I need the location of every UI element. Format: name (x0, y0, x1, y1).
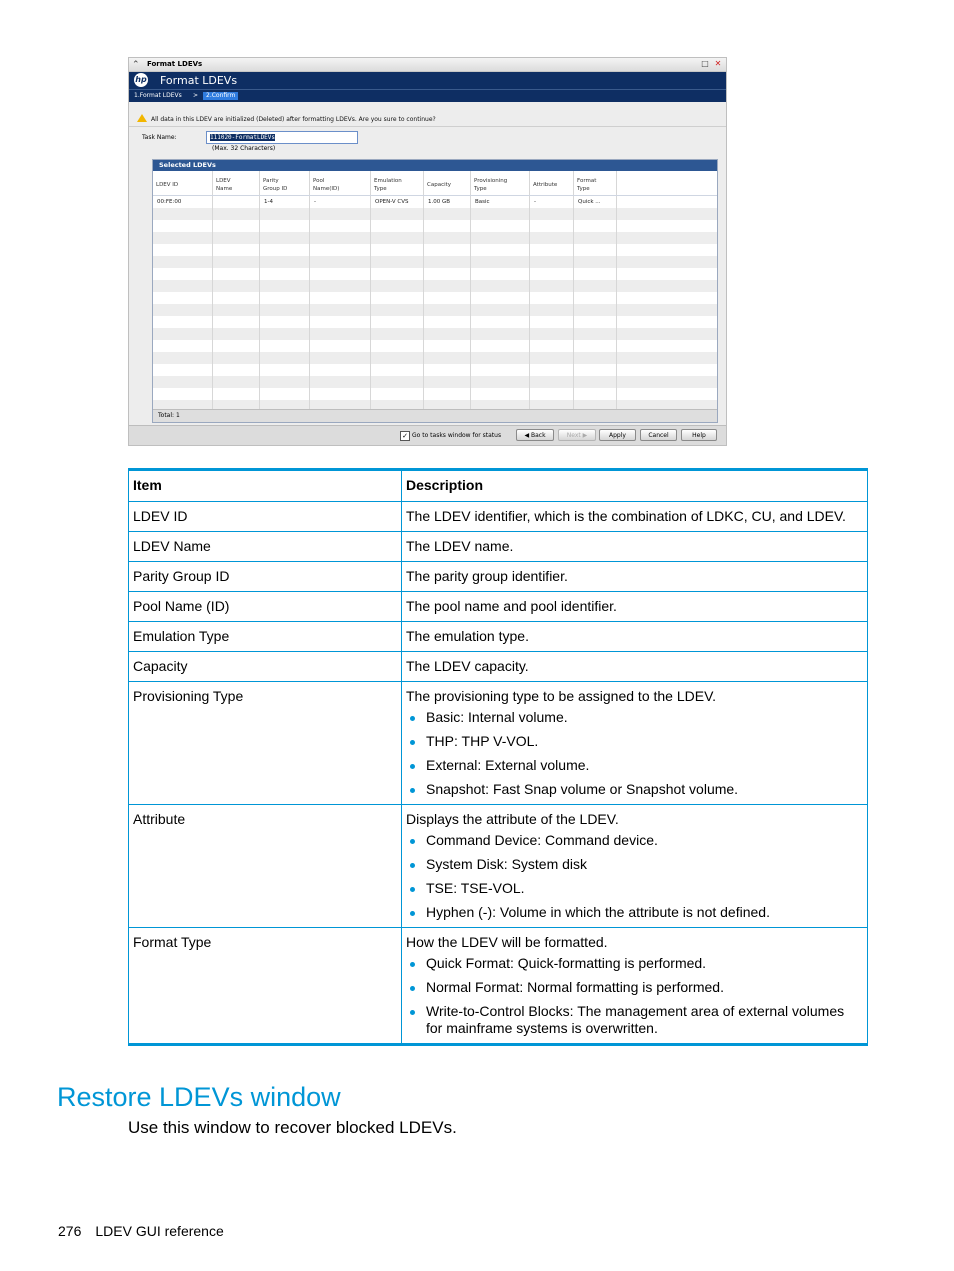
grid-cell (574, 268, 617, 280)
grid-cell (153, 256, 213, 268)
grid-cell (574, 280, 617, 292)
grid-cell (424, 352, 471, 364)
grid-cell (310, 316, 371, 328)
empty-row (153, 268, 717, 280)
grid-cell (424, 244, 471, 256)
grid-cell (260, 304, 310, 316)
column-header[interactable] (471, 171, 530, 195)
grid-cell (471, 292, 530, 304)
grid-cell (574, 244, 617, 256)
grid-cell (471, 328, 530, 340)
grid-cell (371, 208, 424, 220)
column-header-label: Attribute (533, 181, 558, 188)
column-header-label: Emulation Type (374, 177, 402, 192)
grid-cell (471, 304, 530, 316)
empty-row (153, 244, 717, 256)
grid-cell (213, 256, 260, 268)
grid-cell (424, 292, 471, 304)
empty-row (153, 280, 717, 292)
grid-cell (153, 292, 213, 304)
grid-cell (260, 268, 310, 280)
grid-cell (424, 232, 471, 244)
grid-cell (310, 328, 371, 340)
grid-cell (153, 232, 213, 244)
grid-cell (371, 364, 424, 376)
grid-cell (213, 196, 260, 208)
grid-cell (371, 340, 424, 352)
empty-row (153, 340, 717, 352)
grid-cell (530, 232, 574, 244)
description-text: The LDEV capacity. (406, 658, 529, 674)
grid-cell (471, 220, 530, 232)
grid-cell (471, 352, 530, 364)
list-item: Quick Format: Quick-formatting is performed. (406, 955, 863, 972)
list-item: Snapshot: Fast Snap volume or Snapshot volume. (406, 781, 863, 798)
warning-text: All data in this LDEV are initialized (Deleted) after formatting LDEVs. Are you sure to continue? (151, 116, 436, 123)
grid-cell (310, 232, 371, 244)
grid-cell (310, 208, 371, 220)
grid-cell (260, 220, 310, 232)
table-row (129, 652, 868, 682)
empty-row (153, 388, 717, 400)
grid-cell (471, 244, 530, 256)
grid-cell (471, 340, 530, 352)
item-cell: Pool Name (ID) (129, 592, 402, 622)
grid-cell (424, 316, 471, 328)
grid-cell (213, 268, 260, 280)
table-row (129, 592, 868, 622)
grid-cell (310, 256, 371, 268)
grid-cell (153, 316, 213, 328)
grid-cell (574, 388, 617, 400)
grid-cell (574, 292, 617, 304)
table-row (129, 682, 868, 805)
table-row (129, 805, 868, 928)
grid-cell (424, 376, 471, 388)
grid-cell (574, 304, 617, 316)
grid-cell (371, 328, 424, 340)
item-cell: Attribute (129, 805, 402, 928)
column-header-label: Capacity (427, 181, 452, 188)
description-header: Description (402, 470, 868, 502)
item-cell: Parity Group ID (129, 562, 402, 592)
grid-cell (153, 208, 213, 220)
hp-logo-icon: hp (134, 73, 148, 87)
collapse-icon[interactable]: ⌃ (132, 60, 140, 70)
warning-message (137, 114, 436, 125)
grid-cell (153, 376, 213, 388)
grid-cell (424, 328, 471, 340)
grid-cell: 1.00 GB (424, 196, 471, 208)
grid-cell (153, 280, 213, 292)
grid-cell (260, 208, 310, 220)
grid-cell (471, 280, 530, 292)
list-item: Hyphen (-): Volume in which the attribute is not defined. (406, 904, 863, 921)
section-title: Restore LDEVs window (57, 1082, 341, 1112)
grid-cell (424, 340, 471, 352)
item-cell: Provisioning Type (129, 682, 402, 805)
grid-cell (260, 256, 310, 268)
description-cell (402, 532, 868, 562)
step-format-ldevs[interactable]: 1.Format LDEVs (134, 92, 182, 99)
grid-cell (471, 268, 530, 280)
grid-cell (310, 340, 371, 352)
grid-cell (260, 388, 310, 400)
column-header[interactable] (424, 171, 471, 195)
description-text: The provisioning type to be assigned to the LDEV. (406, 688, 717, 704)
window-title: Format LDEVs (147, 60, 203, 68)
description-text: The emulation type. (406, 628, 529, 644)
grid-cell (213, 352, 260, 364)
description-text: The LDEV identifier, which is the combination of LDKC, CU, and LDEV. (406, 508, 846, 524)
grid-cell (213, 388, 260, 400)
window-banner (129, 72, 726, 89)
table-row (129, 622, 868, 652)
item-description-table (128, 468, 868, 1046)
warning-icon (137, 114, 147, 122)
grid-cell (574, 376, 617, 388)
divider (129, 126, 726, 127)
grid-cell (213, 208, 260, 220)
grid-total: Total: 1 (153, 409, 717, 422)
list-item: System Disk: System disk (406, 856, 863, 873)
grid-cell (574, 364, 617, 376)
column-header-label: Format Type (577, 177, 597, 192)
description-cell (402, 682, 868, 805)
grid-cell (213, 220, 260, 232)
grid-cell (371, 352, 424, 364)
grid-cell: 00:FE:00 (153, 196, 213, 208)
selected-ldevs-title: Selected LDEVs (153, 160, 717, 171)
grid-cell (310, 292, 371, 304)
page-number: 276 (58, 1223, 82, 1239)
grid-cell (530, 376, 574, 388)
grid-cell (424, 256, 471, 268)
list-item: Normal Format: Normal formatting is performed. (406, 979, 863, 996)
empty-row (153, 292, 717, 304)
bullet-list (406, 955, 863, 1037)
empty-row (153, 352, 717, 364)
grid-cell: - (530, 196, 574, 208)
table-body (129, 502, 868, 1045)
item-cell: Capacity (129, 652, 402, 682)
grid-cell (371, 304, 424, 316)
back-button[interactable]: ◀ Back (516, 429, 554, 441)
grid-cell (574, 208, 617, 220)
column-header[interactable] (530, 171, 574, 195)
grid-cell (153, 352, 213, 364)
description-text: The LDEV name. (406, 538, 514, 554)
description-cell (402, 502, 868, 532)
grid-cell (371, 268, 424, 280)
grid-cell (530, 352, 574, 364)
grid-cell (574, 316, 617, 328)
grid-cell (574, 328, 617, 340)
go-to-tasks-label: Go to tasks window for status (412, 432, 502, 439)
empty-row (153, 316, 717, 328)
column-header-label: LDEV ID (156, 181, 179, 188)
description-text: The parity group identifier. (406, 568, 568, 584)
bullet-list (406, 832, 863, 921)
grid-cell (153, 220, 213, 232)
grid-cell (310, 364, 371, 376)
table-row (129, 562, 868, 592)
item-cell: LDEV Name (129, 532, 402, 562)
grid-cell (471, 232, 530, 244)
grid-cell (213, 364, 260, 376)
grid-cell (213, 244, 260, 256)
column-header[interactable] (213, 171, 260, 195)
table-row (129, 502, 868, 532)
selected-ldevs-grid (153, 171, 717, 412)
grid-cell (310, 280, 371, 292)
grid-cell (424, 220, 471, 232)
grid-cell (310, 388, 371, 400)
table-row[interactable] (153, 196, 717, 208)
grid-cell (424, 304, 471, 316)
task-name-label: Task Name: (142, 134, 177, 141)
column-header-label: Pool Name(ID) (313, 177, 340, 192)
table-row (129, 928, 868, 1045)
grid-cell (530, 328, 574, 340)
section-body: Use this window to recover blocked LDEVs. (128, 1118, 457, 1137)
column-header[interactable] (153, 171, 213, 195)
grid-cell (530, 244, 574, 256)
description-cell (402, 652, 868, 682)
grid-cell (260, 376, 310, 388)
bullet-list (406, 709, 863, 798)
empty-row (153, 220, 717, 232)
grid-cell (471, 376, 530, 388)
grid-cell (310, 304, 371, 316)
grid-cell (310, 268, 371, 280)
step-separator: > (193, 92, 199, 99)
format-ldevs-window (128, 57, 727, 446)
empty-row (153, 364, 717, 376)
grid-cell (310, 244, 371, 256)
column-header-label: LDEV Name (216, 177, 233, 192)
grid-cell (530, 316, 574, 328)
maximize-icon[interactable]: □ (701, 59, 709, 68)
task-name-hint: (Max. 32 Characters) (212, 145, 276, 152)
chapter-title: LDEV GUI reference (95, 1223, 224, 1239)
grid-cell (424, 364, 471, 376)
empty-row (153, 232, 717, 244)
grid-cell (260, 340, 310, 352)
close-icon[interactable]: ✕ (714, 59, 722, 68)
empty-row (153, 328, 717, 340)
task-name-input[interactable] (206, 131, 358, 144)
banner-title: Format LDEVs (160, 74, 238, 87)
column-header[interactable] (260, 171, 310, 195)
list-item: THP: THP V-VOL. (406, 733, 863, 750)
grid-cell (213, 340, 260, 352)
window-titlebar (129, 58, 726, 72)
grid-cell (153, 340, 213, 352)
grid-cell (530, 304, 574, 316)
grid-cell (213, 280, 260, 292)
grid-cell (371, 316, 424, 328)
grid-cell (530, 268, 574, 280)
grid-cell (371, 280, 424, 292)
grid-cell (260, 244, 310, 256)
list-item: Command Device: Command device. (406, 832, 863, 849)
apply-button[interactable]: Apply (599, 429, 636, 441)
grid-cell (260, 292, 310, 304)
grid-cell (371, 244, 424, 256)
list-item: TSE: TSE-VOL. (406, 880, 863, 897)
grid-cell (153, 388, 213, 400)
grid-cell (530, 208, 574, 220)
grid-cell (310, 376, 371, 388)
grid-cell (310, 220, 371, 232)
window-footer (129, 425, 726, 445)
grid-header (153, 171, 717, 196)
description-cell (402, 928, 868, 1045)
grid-cell: OPEN-V CVS (371, 196, 424, 208)
grid-cell (213, 292, 260, 304)
description-cell (402, 622, 868, 652)
grid-cell: Quick ... (574, 196, 617, 208)
grid-cell (530, 256, 574, 268)
item-cell: Emulation Type (129, 622, 402, 652)
table-header-row (129, 470, 868, 502)
empty-row (153, 208, 717, 220)
list-item: Basic: Internal volume. (406, 709, 863, 726)
grid-cell (574, 232, 617, 244)
grid-cell (153, 364, 213, 376)
cancel-button[interactable]: Cancel (640, 429, 677, 441)
grid-cell (213, 376, 260, 388)
grid-cell (153, 268, 213, 280)
grid-cell (260, 328, 310, 340)
grid-cell (153, 244, 213, 256)
grid-cell: Basic (471, 196, 530, 208)
grid-cell (310, 352, 371, 364)
grid-cell (371, 220, 424, 232)
grid-cell (260, 316, 310, 328)
item-cell: LDEV ID (129, 502, 402, 532)
grid-body (153, 196, 717, 412)
grid-cell (371, 232, 424, 244)
grid-cell (371, 292, 424, 304)
grid-cell (213, 304, 260, 316)
grid-cell (424, 280, 471, 292)
grid-cell (574, 256, 617, 268)
grid-cell (530, 364, 574, 376)
grid-cell (213, 316, 260, 328)
empty-row (153, 256, 717, 268)
selected-ldevs-panel (152, 159, 718, 423)
grid-cell (260, 352, 310, 364)
grid-cell (530, 280, 574, 292)
grid-cell (471, 364, 530, 376)
grid-cell (424, 388, 471, 400)
grid-cell (530, 292, 574, 304)
grid-cell (471, 316, 530, 328)
description-cell (402, 805, 868, 928)
grid-cell (574, 340, 617, 352)
page-footer (58, 1223, 224, 1240)
grid-cell (530, 220, 574, 232)
grid-cell: - (310, 196, 371, 208)
empty-row (153, 376, 717, 388)
column-header-label: Parity Group ID (263, 177, 288, 192)
grid-cell (213, 328, 260, 340)
grid-cell (471, 208, 530, 220)
help-button[interactable]: Help (681, 429, 717, 441)
grid-cell (260, 280, 310, 292)
grid-cell (153, 328, 213, 340)
grid-cell (371, 376, 424, 388)
column-header[interactable] (574, 171, 617, 195)
column-header[interactable] (310, 171, 371, 195)
grid-cell (371, 256, 424, 268)
empty-row (153, 304, 717, 316)
description-cell (402, 592, 868, 622)
grid-cell (530, 388, 574, 400)
go-to-tasks-checkbox[interactable]: ✓ (400, 431, 410, 441)
list-item: External: External volume. (406, 757, 863, 774)
table-row (129, 532, 868, 562)
grid-cell (574, 352, 617, 364)
description-text: How the LDEV will be formatted. (406, 934, 608, 950)
grid-cell (471, 256, 530, 268)
grid-cell (213, 232, 260, 244)
grid-cell: 1-4 (260, 196, 310, 208)
column-header[interactable] (371, 171, 424, 195)
wizard-steps (129, 89, 726, 102)
description-text: Displays the attribute of the LDEV. (406, 811, 619, 827)
grid-cell (530, 340, 574, 352)
grid-cell (153, 304, 213, 316)
next-button[interactable]: Next ▶ (558, 429, 596, 441)
grid-cell (574, 220, 617, 232)
step-confirm: 2.Confirm (203, 92, 238, 100)
grid-cell (424, 268, 471, 280)
grid-cell (260, 232, 310, 244)
grid-cell (424, 208, 471, 220)
task-name-value: 111020-FormatLDEVs (210, 134, 276, 141)
grid-cell (260, 364, 310, 376)
item-header: Item (129, 470, 402, 502)
grid-cell (371, 388, 424, 400)
description-text: The pool name and pool identifier. (406, 598, 617, 614)
item-cell: Format Type (129, 928, 402, 1045)
list-item: Write-to-Control Blocks: The management area of external volumes for mainframe systems is overwritten. (406, 1003, 863, 1037)
column-header-label: Provisioning Type (474, 177, 508, 192)
description-cell (402, 562, 868, 592)
grid-cell (471, 388, 530, 400)
